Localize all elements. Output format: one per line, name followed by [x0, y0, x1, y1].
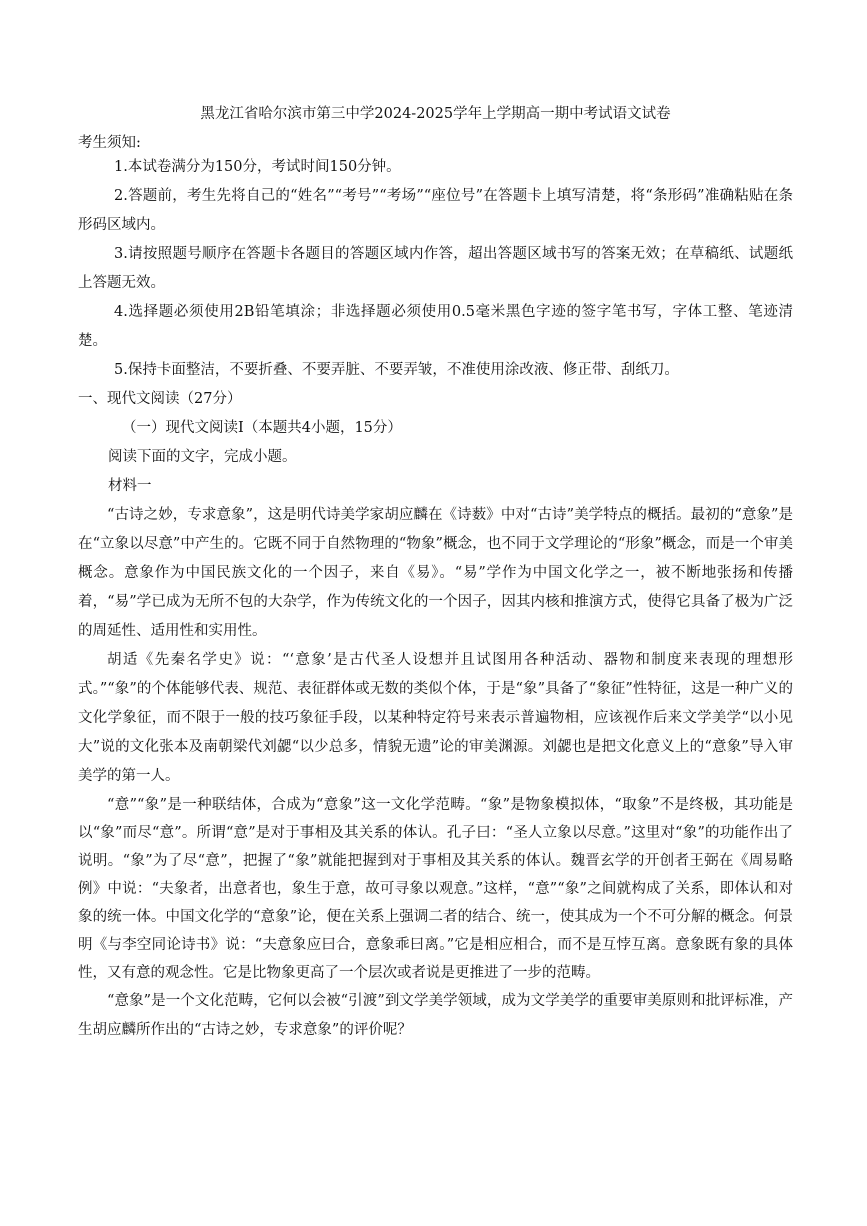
- paragraph-1: “古诗之妙，专求意象”，这是明代诗美学家胡应麟在《诗薮》中对“古诗”美学特点的概括。最初的“意象”是在“立象以尽意”中产生的。它既不同于自然物理的“物象”概念，也不同于文学理论的“形象”概念，而是一个审美概念。意象作为中国民族文化的一个因子，来自《易》。“易”学作为中国文化学之一，被不断地张扬和传播着，“易”学已成为无所不包的大杂学，作为传统文化的一个因子，因其内核和推演方式，使得它具备了极为广泛的周延性、适用性和实用性。: [78, 507, 793, 639]
- notice-item-2: 2.答题前，考生先将自己的“姓名”“考号”“考场”“座位号”在答题卡上填写清楚，将“条形码”准确粘贴在条形码区域内。: [78, 188, 793, 233]
- notice-item-5: 5.保持卡面整洁，不要折叠、不要弄脏、不要弄皱，不准使用涂改液、修正带、刮纸刀。: [114, 362, 679, 378]
- notice-item-4: 4.选择题必须使用2B铅笔填涂；非选择题必须使用0.5毫米黑色字迹的签字笔书写，字体工整、笔迹清楚。: [78, 304, 793, 349]
- subsection-heading: （一）现代文阅读Ⅰ（本题共4小题，15分）: [122, 420, 402, 436]
- notice-item-3: 3.请按照题号顺序在答题卡各题目的答题区域内作答，超出答题区域书写的答案无效；在草稿纸、试题纸上答题无效。: [78, 246, 793, 291]
- notice-item-1: 1.本试卷满分为150分，考试时间150分钟。: [114, 159, 401, 175]
- paragraph-2: 胡适《先秦名学史》说：“‘意象’是古代圣人设想并且试图用各种活动、器物和制度来表现的理想形式。”“象”的个体能够代表、规范、表征群体或无数的类似个体，于是“象”具备了“象征”性特征，这是一种广义的文化学象征，而不限于一般的技巧象征手段，以某种特定符号来表示普遍物相，应该视作后来文学美学“以小见大”说的文化张本及南朝梁代刘勰“以少总多，情貌无遗”论的审美渊源。刘勰也是把文化意义上的“意象”导入审美学的第一人。: [78, 652, 793, 784]
- section-heading: 一、现代文阅读（27分）: [78, 391, 242, 407]
- paragraph-3: “意”“象”是一种联结体，合成为“意象”这一文化学范畴。“象”是物象模拟体，“取象”不是终极，其功能是以“象”而尽“意”。所谓“意”是对于事相及其关系的体认。孔子曰：“圣人立象以尽意。”这里对“象”的功能作出了说明。“象”为了尽“意”，把握了“象”就能把握到对于事相及其关系的体认。魏晋玄学的开创者王弼在《周易略例》中说：“夫象者，出意者也，象生于意，故可寻象以观意。”这样，“意”“象”之间就构成了关系，即体认和对象的统一体。中国文化学的“意象”论，便在关系上强调二者的结合、统一，使其成为一个不可分解的概念。何景明《与李空同论诗书》说：“夫意象应曰合，意象乖曰离。”它是相应相合，而不是互悖互离。意象既有象的具体性，又有意的观念性。它是比物象更高了一个层次或者说是更推进了一步的范畴。: [78, 797, 793, 981]
- reading-instruction: 阅读下面的文字，完成小题。: [108, 449, 297, 465]
- exam-title: 黑龙江省哈尔滨市第三中学2024-2025学年上学期高一期中考试语文试卷: [200, 106, 671, 122]
- material-label: 材料一: [108, 478, 152, 494]
- notice-heading: 考生须知:: [78, 135, 141, 151]
- paragraph-4: “意象”是一个文化范畴，它何以会被“引渡”到文学美学领域，成为文学美学的重要审美原则和批评标准，产生胡应麟所作出的“古诗之妙，专求意象”的评价呢？: [78, 993, 793, 1038]
